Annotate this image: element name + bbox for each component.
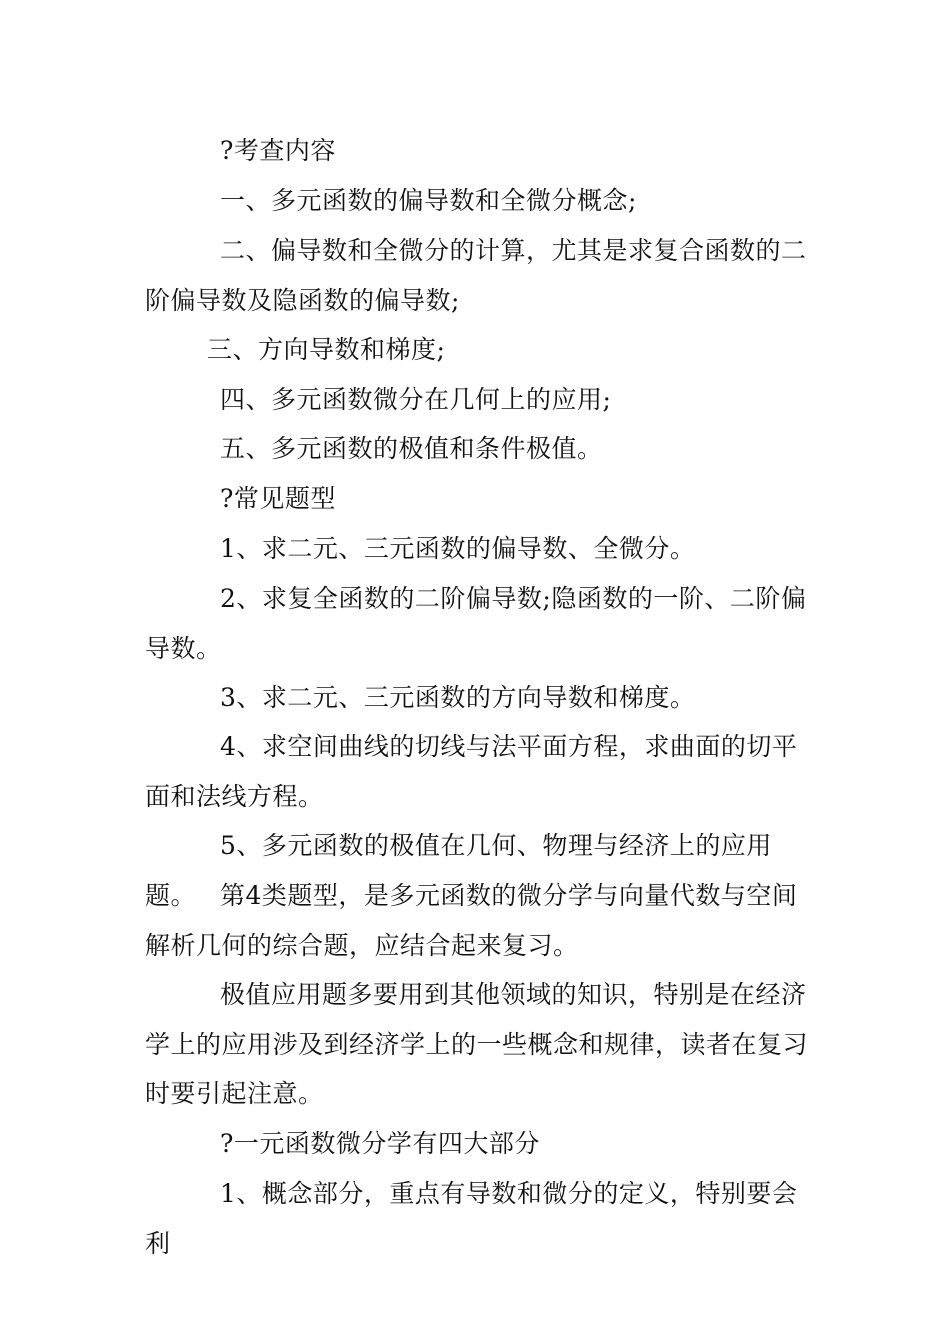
paragraph-type-5: 5、多元函数的极值在几何、物理与经济上的应用题。 (145, 831, 772, 910)
paragraph-item-5: 五、多元函数的极值和条件极值。 (220, 434, 603, 463)
paragraph-note-type-4: 第4类题型，是多元函数的微分学与向量代数与空间解析几何的综合题，应结合起来复习。 (145, 881, 798, 960)
paragraph-type-1: 1、求二元、三元函数的偏导数、全微分。 (220, 534, 696, 563)
section-heading-single-variable: ?一元函数微分学有四大部分 (220, 1129, 540, 1158)
paragraph-type-4: 4、求空间曲线的切线与法平面方程，求曲面的切平面和法线方程。 (145, 732, 798, 811)
paragraph-item-1: 一、多元函数的偏导数和全微分概念; (220, 186, 637, 215)
section-heading-exam-content: ?考查内容 (220, 136, 336, 165)
paragraph-type-2: 2、求复全函数的二阶偏导数;隐函数的一阶、二阶偏导数。 (145, 584, 807, 663)
paragraph-note-extrema: 极值应用题多要用到其他领域的知识，特别是在经济学上的应用涉及到经济学上的一些概念和规律，读者在复习时要引起注意。 (145, 980, 809, 1108)
paragraph-item-4: 四、多元函数微分在几何上的应用; (220, 385, 612, 414)
paragraph-item-2: 二、偏导数和全微分的计算，尤其是求复合函数的二阶偏导数及隐函数的偏导数; (145, 236, 807, 315)
paragraph-concept-part: 1、概念部分，重点有导数和微分的定义，特别要会利 (145, 1179, 798, 1258)
paragraph-type-3: 3、求二元、三元函数的方向导数和梯度。 (220, 683, 696, 712)
paragraph-item-3: 三、方向导数和梯度; (207, 335, 446, 364)
section-heading-common-types: ?常见题型 (220, 484, 336, 513)
